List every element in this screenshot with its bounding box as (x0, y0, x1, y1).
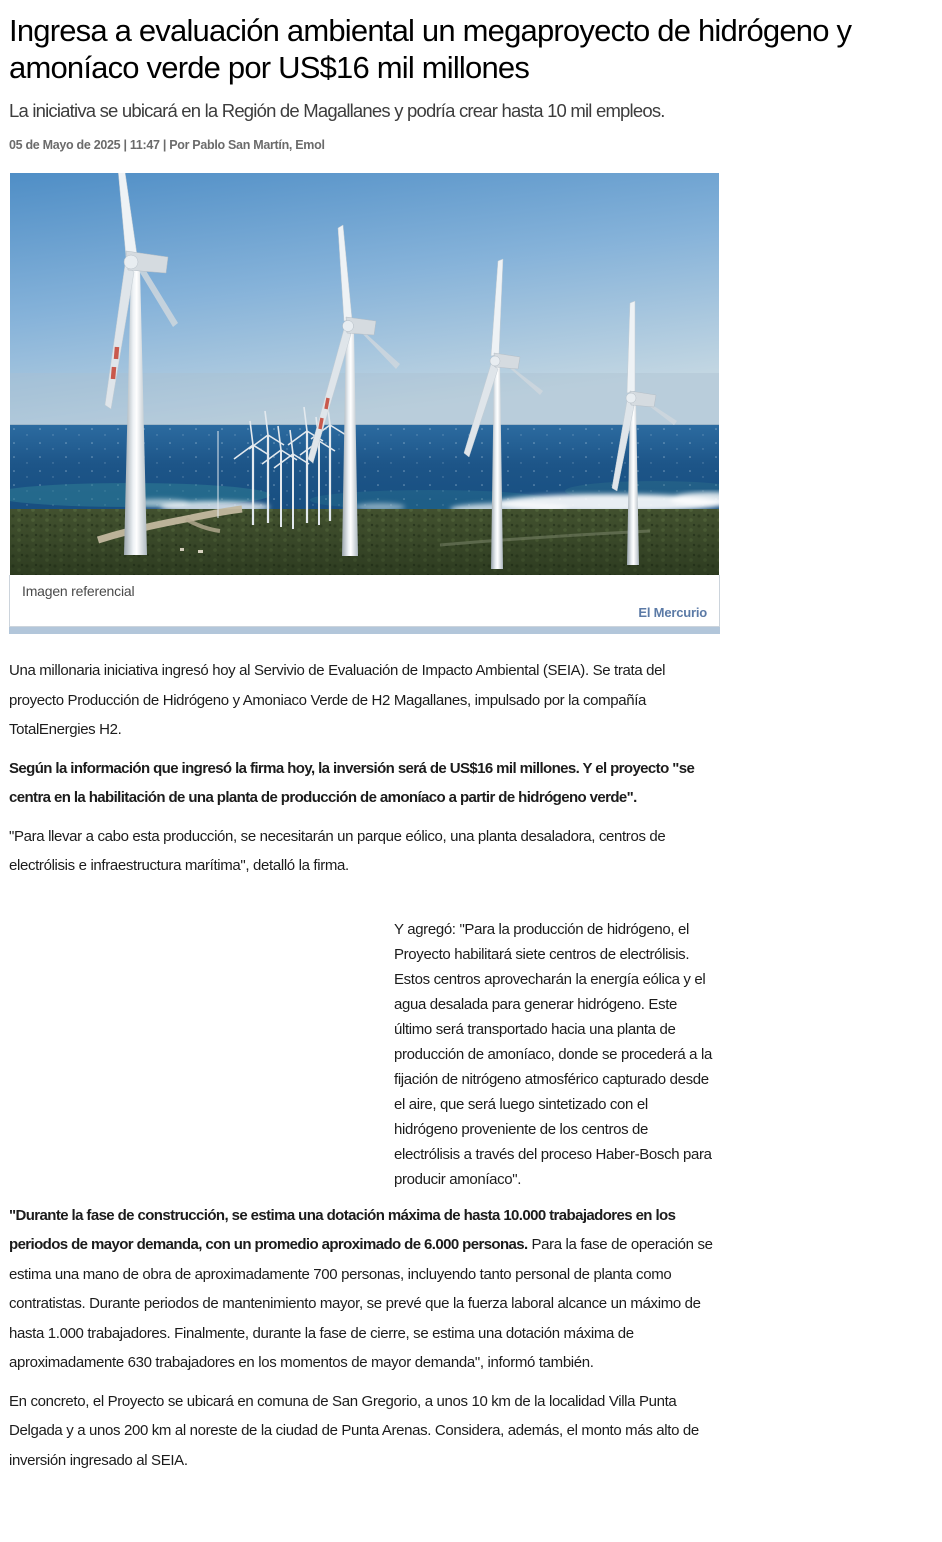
wind-farm-photo (10, 173, 719, 575)
article-byline: 05 de Mayo de 2025 | 11:47 | Por Pablo San Martín, Emol (9, 138, 325, 152)
article-subtitle: La iniciativa se ubicará en la Región de Magallanes y podría crear hasta 10 mil empleos. (9, 100, 665, 121)
paragraph-quote-process-indented: Y agregó: "Para la producción de hidrógeno, el Proyecto habilitará siete centros de electrólisis. Estos centros aprovecharán la energía eólica y el agua desalada para generar hidrógeno. Este último será transportado hacia una planta de producción de amoníaco, donde se procederá a la fijación de nitrógeno atmosférico capturado desde el aire, que será luego sintetizado con el hidrógeno proveniente de los centros de electrólisis a través del proceso Haber-Bosch para producir amoníaco". (394, 920, 712, 1188)
paragraph-workforce-rest: Para la fase de operación se estima una mano de obra de aproximadamente 700 personas, incluyendo tanto personal de planta como contratistas. Durante periodos de mantenimiento mayor, se prevé que la fuerza laboral alcance un máximo de hasta 1.000 trabajadores. Finalmente, durante la fase de cierre, se estima una dotación máxima de aproximadamente 630 trabajadores en los momentos de mayor demanda", informó también. (9, 1236, 713, 1371)
paragraph-location: En concreto, el Proyecto se ubicará en comuna de San Gregorio, a unos 10 km de la localidad Villa Punta Delgada y a unos 200 km al noreste de la ciudad de Punta Arenas. Considera, además, el monto más alto de inversión ingresado al SEIA. (9, 1392, 699, 1469)
article-body (9, 656, 721, 1475)
caption-divider-bar (9, 627, 720, 634)
paragraph-intro: Una millonaria iniciativa ingresó hoy al Servivio de Evaluación de Impacto Ambiental (SEIA). Se trata del proyecto Producción de Hidrógeno y Amoniaco Verde de H2 Magallanes, impulsado por la compañía TotalEnergies H2. (9, 662, 666, 738)
paragraph-workforce-bold-lead: "Durante la fase de construcción, se estima una dotación máxima de hasta 10.000 trabajadores en los periodos de mayor demanda, con un promedio aproximado de 6.000 personas. (9, 1206, 676, 1253)
photo-caption-box (9, 575, 720, 627)
photo-caption: Imagen referencial (22, 583, 135, 599)
page-title: Ingresa a evaluación ambiental un megaproyecto de hidrógeno y amoníaco verde por US$16 mil millones (9, 13, 852, 85)
photo-credit-link[interactable]: El Mercurio (638, 605, 707, 620)
paragraph-quote-infra: "Para llevar a cabo esta producción, se necesitarán un parque eólico, una planta desaladora, centros de electrólisis e infraestructura marítima", detalló la firma. (9, 827, 666, 874)
article-figure (9, 173, 720, 634)
paragraph-workforce (9, 1201, 721, 1378)
paragraph-investment-bold: Según la información que ingresó la firma hoy, la inversión será de US$16 mil millones. Y el proyecto "se centra en la habilitación de una planta de producción de amoníaco a partir de hidrógeno verde". (9, 759, 695, 806)
